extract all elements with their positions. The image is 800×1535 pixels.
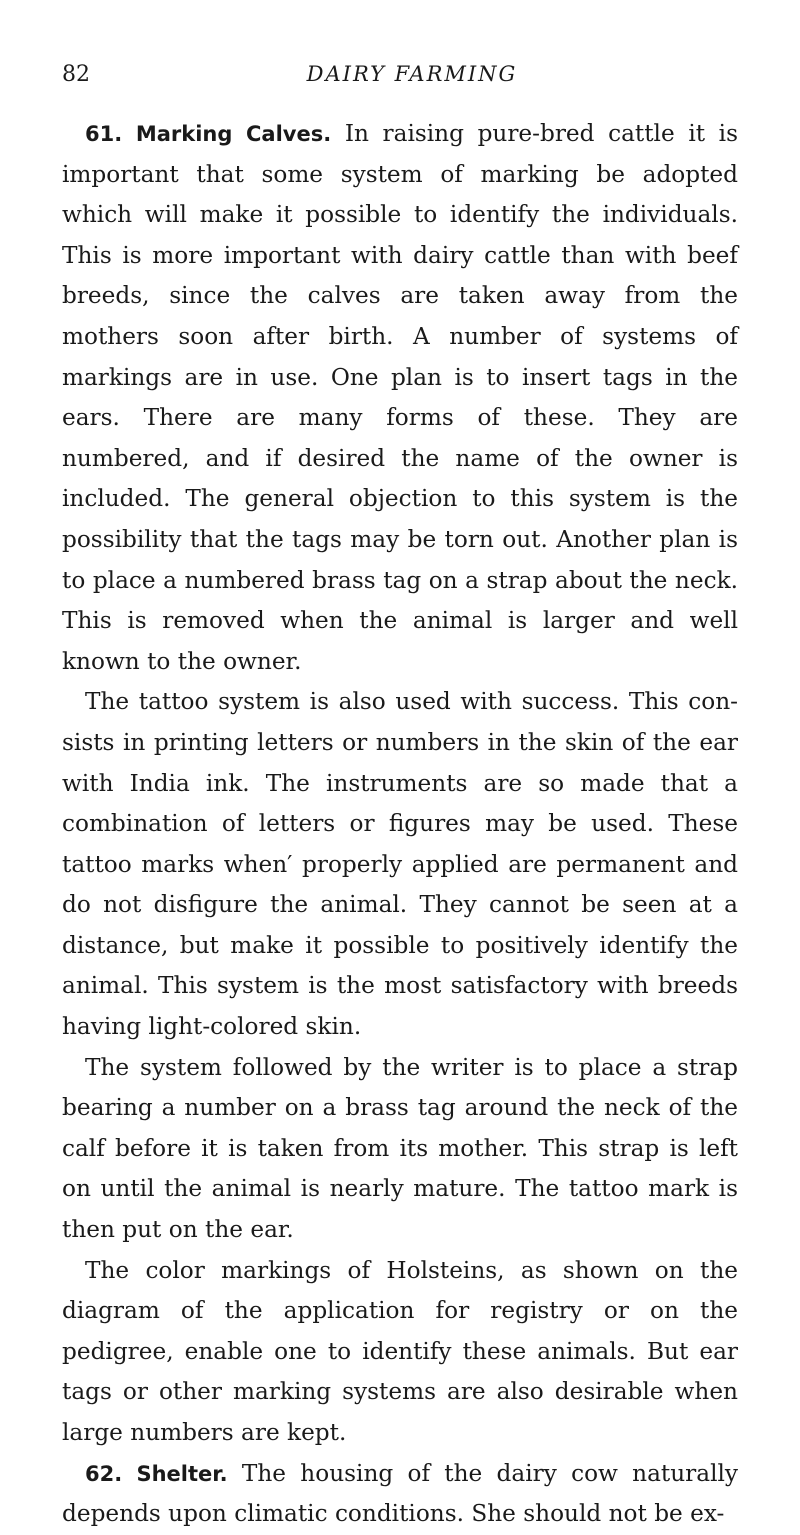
paragraph-writer-system [62, 1048, 738, 1251]
body-text [62, 114, 738, 1535]
running-head [62, 62, 738, 92]
section-heading: Shelter. [136, 1461, 228, 1486]
section-heading: Marking Calves. [135, 122, 332, 146]
paragraph-text: The tattoo system is also used with success. This consists in printing letters or numbers in the skin of the ear with India ink. The instruments are so made that a combination of letters or figures may be used. These tattoo marks when′ properly applied are permanent and do not disfigure the animal. They cannot be seen at a distance, but make it possible to positively identify the animal. This system is the most satisfactory with breeds having light-colored skin. [62, 688, 738, 1041]
running-title: DAIRY FARMING [306, 62, 518, 86]
paragraph-tattoo-system [62, 682, 738, 1047]
paragraph-shelter [62, 1454, 738, 1535]
section-number: 61. [85, 122, 123, 146]
page-number: 82 [62, 62, 90, 87]
paragraph-text: The system followed by the writer is to place a strap bearing a number on a brass tag around the neck of the calf before it is taken from its mother. This strap is left on until the animal is nearly mature. The tattoo mark is then put on the ear. [62, 1053, 738, 1244]
section-number: 62. [85, 1461, 123, 1486]
paragraph-marking-calves [62, 114, 738, 682]
paragraph-text: The housing of the dairy cow naturally depends upon climatic conditions. She should not be ex- [62, 1459, 739, 1528]
paragraph-text: In raising pure-bred cattle it is important that some system of marking be adopted which will make it possible to identify the individuals. This is more important with dairy cattle than with beef breeds, since the calves are taken away from the mothers soon after birth. A number of systems of markings are in use. One plan is to insert tags in the ears. There are many forms of these. They are numbered, and if desired the name of the owner is included. The general objection to this system is the possibility that the tags may be torn out. Another plan is to place a numbered brass tag on a strap about the neck. This is removed when the animal is larger and well known to the owner. [62, 120, 739, 675]
paragraph-holstein-markings [62, 1251, 738, 1454]
paragraph-text: The color markings of Holsteins, as shown on the diagram of the application for registry or on the pedigree, enable one to identify these animals. But ear tags or other marking systems are also desirable when large numbers are kept. [62, 1256, 738, 1446]
